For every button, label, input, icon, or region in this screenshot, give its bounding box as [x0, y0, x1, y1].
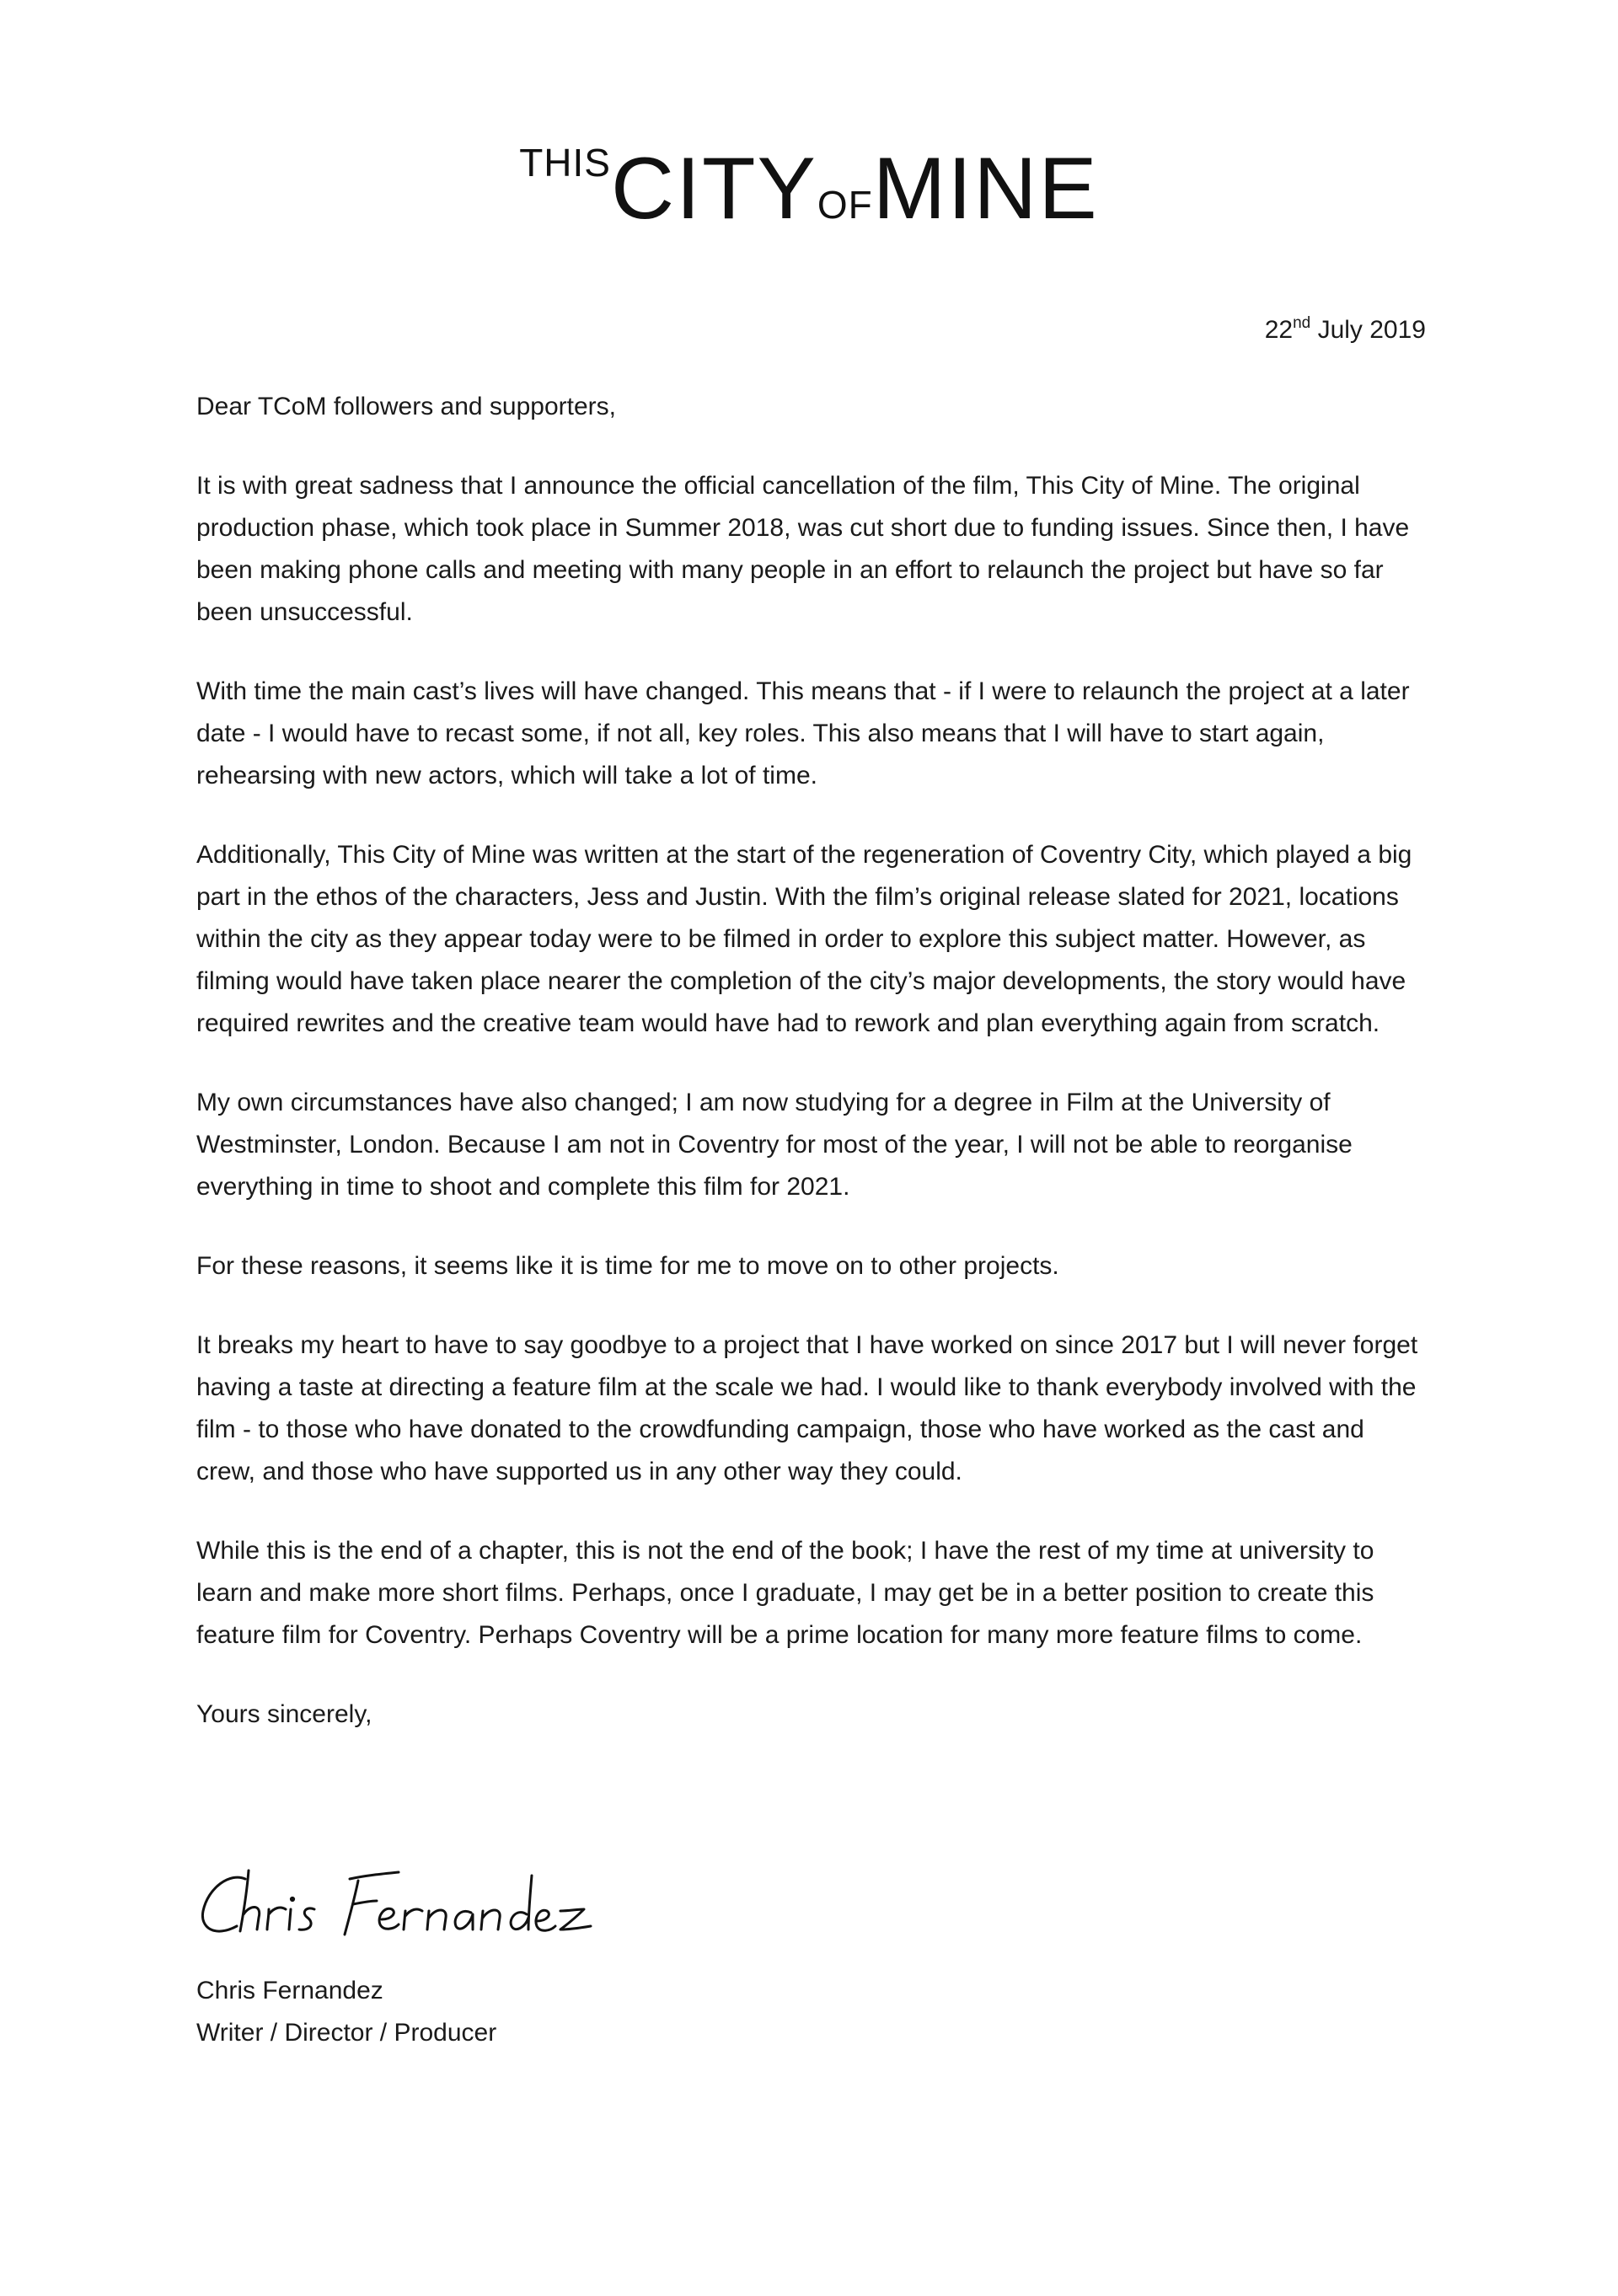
letter-date [1265, 313, 1426, 347]
logo-word-city: CITY [610, 140, 817, 238]
logo [0, 140, 1618, 238]
paragraph: While this is the end of a chapter, this is not the end of the book; I have the rest of my time at university to learn and make more short films. Perhaps, once I graduate, I may get be in a better position to create this feature film for Coventry. Perhaps Coventry will be a prime location for many more feature films to come. [196, 1537, 1374, 1649]
paragraph: It is with great sadness that I announce the official cancellation of the film, This City of Mine. The original production phase, which took place in Summer 2018, was cut short due to funding issues. Since then, I have been making phone calls and meeting with many people in an effort to relaunch the project but have so far been unsuccessful. [196, 472, 1410, 626]
paragraph: My own circumstances have also changed; I am now studying for a degree in Film at the University of Westminster, London. Because I am not in Coventry for most of the year, I will not be able to reorganise everything in time to shoot and complete this film for 2021. [196, 1089, 1353, 1201]
logo-word-mine: MINE [872, 140, 1099, 238]
letter-body [196, 386, 1428, 1773]
handwritten-signature [196, 1854, 618, 1946]
signoff [196, 1970, 496, 2054]
logo-word-this: THIS [519, 141, 611, 185]
signer-name: Chris Fernandez [196, 1977, 383, 2004]
date-day: 22 [1264, 316, 1294, 344]
date-suffix: nd [1293, 314, 1311, 332]
paragraph: It breaks my heart to have to say goodbye to a project that I have worked on since 2017 but I will never forget having a taste at directing a feature film at the scale we had. I would like to thank everybody involved with the film - to those who have donated to the crowdfunding campaign, those who have worked as the cast and crew, and those who have supported us in any other way they could. [196, 1331, 1418, 1485]
signer-role: Writer / Director / Producer [196, 2019, 497, 2047]
salutation: Dear TCoM followers and supporters, [196, 393, 616, 420]
date-rest: July 2019 [1317, 316, 1426, 344]
paragraph: For these reasons, it seems like it is time for me to move on to other projects. [196, 1252, 1059, 1280]
paragraph: With time the main cast’s lives will have changed. This means that - if I were to relaunch the project at a later date - I would have to recast some, if not all, key roles. This also means that I will have to start again, rehearsing with new actors, which will take a lot of time. [196, 677, 1410, 789]
paragraph: Additionally, This City of Mine was written at the start of the regeneration of Coventry City, which played a big part in the ethos of the characters, Jess and Justin. With the film’s original release slated for 2021, locations within the city as they appear today were to be filmed in order to explore this subject matter. However, as filming would have taken place nearer the completion of the city’s major developments, the story would have required rewrites and the creative team would have had to rework and plan everything again from scratch. [196, 841, 1412, 1037]
logo-word-of: OF [817, 183, 873, 227]
closing: Yours sincerely, [196, 1700, 372, 1728]
